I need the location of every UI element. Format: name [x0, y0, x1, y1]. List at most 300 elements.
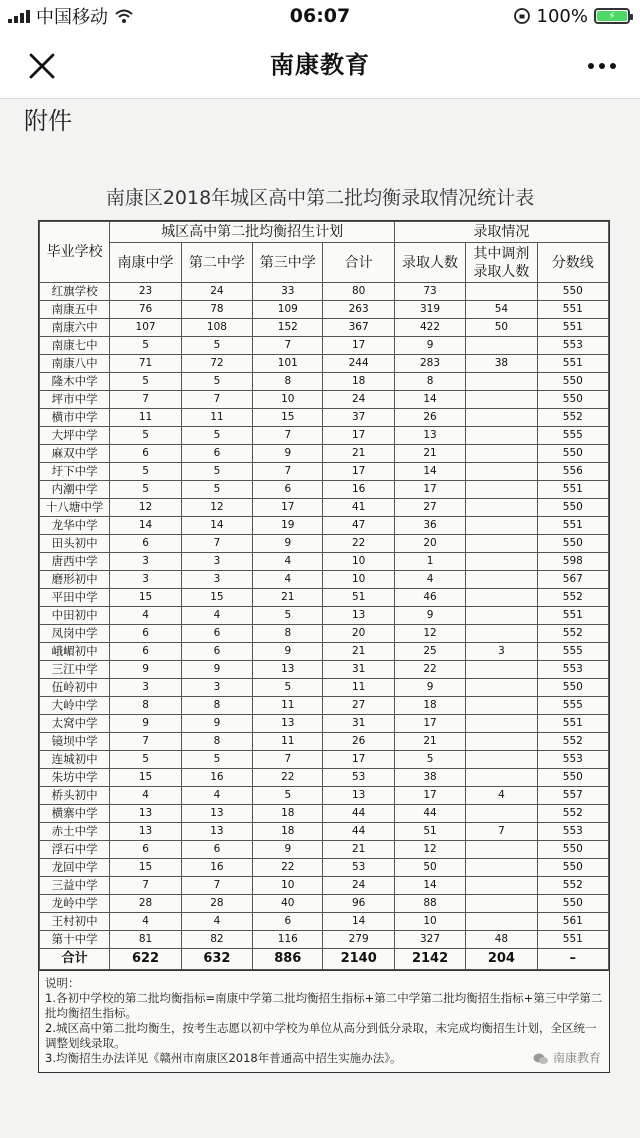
cell-score: 552 [537, 733, 608, 751]
cell-adjusted [466, 607, 537, 625]
cell-third: 101 [253, 355, 323, 373]
cell-second: 16 [181, 859, 252, 877]
header-row-1 [40, 222, 609, 243]
cell-third: 13 [253, 715, 323, 733]
cell-second: 7 [181, 535, 252, 553]
cell-total: 18 [323, 373, 394, 391]
cell-second: 24 [181, 283, 252, 301]
cell-school: 十八塘中学 [40, 499, 110, 517]
cell-admitted: 36 [394, 517, 465, 535]
cell-third: 152 [253, 319, 323, 337]
cell-total: 41 [323, 499, 394, 517]
cell-third: 13 [253, 661, 323, 679]
cell-score: 551 [537, 607, 608, 625]
cell-nankang: 6 [110, 841, 181, 859]
cell-score: 553 [537, 661, 608, 679]
col-school-header: 毕业学校 [40, 222, 110, 283]
cell-second: 5 [181, 463, 252, 481]
table-row [40, 769, 609, 787]
cell-score: 561 [537, 913, 608, 931]
cell-school: 凤岗中学 [40, 625, 110, 643]
admit-group-header: 录取情况 [394, 222, 608, 243]
cell-total: 20 [323, 625, 394, 643]
cell-score: 552 [537, 409, 608, 427]
clock: 06:07 [289, 5, 351, 27]
cell-second: 78 [181, 301, 252, 319]
cell-total: 17 [323, 337, 394, 355]
cell-admitted: 283 [394, 355, 465, 373]
cell-score: 550 [537, 373, 608, 391]
table-row [40, 373, 609, 391]
cell-admitted: 46 [394, 589, 465, 607]
cell-second: 14 [181, 517, 252, 535]
cell-nankang: 81 [110, 931, 181, 949]
cell-school: 桥头初中 [40, 787, 110, 805]
cell-nankang: 5 [110, 427, 181, 445]
battery-icon: ⚡ [594, 8, 630, 24]
cell-second: 5 [181, 481, 252, 499]
cell-adjusted [466, 895, 537, 913]
cell-total: 21 [323, 643, 394, 661]
cell-nankang: 4 [110, 607, 181, 625]
cell-adjusted [466, 535, 537, 553]
cell-score: 550 [537, 391, 608, 409]
cell-admitted: 18 [394, 697, 465, 715]
cell-admitted: 38 [394, 769, 465, 787]
cell-total: 2140 [323, 949, 394, 970]
cell-total: 263 [323, 301, 394, 319]
cell-adjusted [466, 391, 537, 409]
table-row [40, 283, 609, 301]
note-1: 1.各初中学校的第二批均衡指标=南康中学第二批均衡招生指标+第二中学第二批均衡招生指标+第三中学第二批均衡招生指标。 [45, 991, 603, 1020]
cell-nankang: 107 [110, 319, 181, 337]
statistics-table [38, 220, 610, 1073]
cell-third: 7 [253, 463, 323, 481]
cell-second: 28 [181, 895, 252, 913]
notes [39, 970, 609, 1072]
table-row [40, 715, 609, 733]
cell-third: 7 [253, 337, 323, 355]
cell-admitted: 9 [394, 607, 465, 625]
cell-third: 11 [253, 697, 323, 715]
cell-nankang: 3 [110, 679, 181, 697]
cell-total: 47 [323, 517, 394, 535]
table-row [40, 499, 609, 517]
cell-third: 7 [253, 751, 323, 769]
cell-nankang: 6 [110, 535, 181, 553]
cell-second: 6 [181, 625, 252, 643]
table-row [40, 679, 609, 697]
cell-score: 553 [537, 823, 608, 841]
cell-adjusted [466, 283, 537, 301]
status-bar [0, 0, 640, 32]
plan-group-header: 城区高中第二批均衡招生计划 [110, 222, 394, 243]
cell-nankang: 4 [110, 913, 181, 931]
cell-total: 24 [323, 391, 394, 409]
cell-third: 9 [253, 445, 323, 463]
cell-nankang: 15 [110, 769, 181, 787]
cell-total: 244 [323, 355, 394, 373]
cell-admitted: 2142 [394, 949, 465, 970]
cell-adjusted [466, 445, 537, 463]
cell-second: 5 [181, 427, 252, 445]
cell-score: 567 [537, 571, 608, 589]
cell-score: 551 [537, 517, 608, 535]
cell-score: 553 [537, 337, 608, 355]
cell-school: 南康八中 [40, 355, 110, 373]
table-row [40, 445, 609, 463]
col-adjust-line2: 录取人数 [473, 263, 530, 280]
table-row [40, 823, 609, 841]
cell-third: 109 [253, 301, 323, 319]
cell-nankang: 7 [110, 877, 181, 895]
cell-second: 4 [181, 787, 252, 805]
cell-nankang: 76 [110, 301, 181, 319]
cell-school: 横寨中学 [40, 805, 110, 823]
cell-school: 南康六中 [40, 319, 110, 337]
cell-second: 16 [181, 769, 252, 787]
cell-second: 11 [181, 409, 252, 427]
cell-second: 7 [181, 877, 252, 895]
cell-score: 551 [537, 301, 608, 319]
cell-third: 22 [253, 769, 323, 787]
table-row [40, 319, 609, 337]
cell-score: 550 [537, 859, 608, 877]
table-row [40, 553, 609, 571]
cell-adjusted: 7 [466, 823, 537, 841]
table-row [40, 337, 609, 355]
cell-third: 5 [253, 787, 323, 805]
cell-admitted: 12 [394, 625, 465, 643]
cell-adjusted: 38 [466, 355, 537, 373]
cell-school: 第十中学 [40, 931, 110, 949]
cell-total: 37 [323, 409, 394, 427]
watermark [533, 1051, 601, 1066]
col-second-header: 第二中学 [181, 243, 252, 283]
cell-admitted: 14 [394, 877, 465, 895]
cell-nankang: 14 [110, 517, 181, 535]
cell-school: 麻双中学 [40, 445, 110, 463]
cell-admitted: 9 [394, 337, 465, 355]
cell-second: 4 [181, 913, 252, 931]
cell-third: 33 [253, 283, 323, 301]
wechat-icon [533, 1052, 549, 1066]
table-row [40, 481, 609, 499]
cell-admitted: 17 [394, 787, 465, 805]
cell-adjusted [466, 715, 537, 733]
cell-school: 平田中学 [40, 589, 110, 607]
cell-admitted: 1 [394, 553, 465, 571]
cell-score: 550 [537, 535, 608, 553]
col-adjust-line1: 其中调剂 [473, 245, 530, 262]
cell-total: 44 [323, 805, 394, 823]
cell-adjusted [466, 499, 537, 517]
cell-adjusted [466, 877, 537, 895]
cell-total: 21 [323, 841, 394, 859]
cell-school: 内潮中学 [40, 481, 110, 499]
cell-score: 551 [537, 319, 608, 337]
cell-adjusted: 4 [466, 787, 537, 805]
cell-score: – [537, 949, 608, 970]
cell-adjusted [466, 733, 537, 751]
cell-adjusted [466, 679, 537, 697]
cell-admitted: 327 [394, 931, 465, 949]
cell-adjusted: 204 [466, 949, 537, 970]
cell-adjusted [466, 805, 537, 823]
table-row [40, 589, 609, 607]
cell-third: 6 [253, 481, 323, 499]
cell-third: 116 [253, 931, 323, 949]
header-row-2 [40, 243, 609, 283]
cell-admitted: 25 [394, 643, 465, 661]
total-row [40, 949, 609, 970]
cell-nankang: 6 [110, 643, 181, 661]
cell-second: 13 [181, 805, 252, 823]
cell-second: 15 [181, 589, 252, 607]
cell-nankang: 5 [110, 337, 181, 355]
battery-percent: 100% [536, 5, 588, 27]
cell-nankang: 9 [110, 661, 181, 679]
cell-admitted: 88 [394, 895, 465, 913]
cell-second: 6 [181, 445, 252, 463]
cell-score: 551 [537, 931, 608, 949]
cell-adjusted [466, 859, 537, 877]
table-row [40, 697, 609, 715]
cell-total: 27 [323, 697, 394, 715]
table-row [40, 301, 609, 319]
cell-third: 9 [253, 643, 323, 661]
cell-score: 550 [537, 283, 608, 301]
cell-school: 太窝中学 [40, 715, 110, 733]
cell-third: 6 [253, 913, 323, 931]
cell-score: 550 [537, 679, 608, 697]
cell-nankang: 23 [110, 283, 181, 301]
nav-bar [0, 32, 640, 99]
cell-third: 5 [253, 679, 323, 697]
cell-school: 龙回中学 [40, 859, 110, 877]
cell-school: 大坪中学 [40, 427, 110, 445]
table-row [40, 841, 609, 859]
cell-third: 4 [253, 571, 323, 589]
cell-third: 8 [253, 373, 323, 391]
cell-total: 10 [323, 553, 394, 571]
cell-admitted: 8 [394, 373, 465, 391]
cell-school: 镜坝中学 [40, 733, 110, 751]
cell-third: 18 [253, 805, 323, 823]
cell-total: 53 [323, 859, 394, 877]
cell-school: 峨嵋初中 [40, 643, 110, 661]
cell-second: 5 [181, 751, 252, 769]
col-score-header: 分数线 [537, 243, 608, 283]
cell-admitted: 4 [394, 571, 465, 589]
cell-admitted: 17 [394, 715, 465, 733]
cell-total: 367 [323, 319, 394, 337]
cell-score: 550 [537, 445, 608, 463]
cell-school: 红旗学校 [40, 283, 110, 301]
cell-third: 4 [253, 553, 323, 571]
cell-admitted: 73 [394, 283, 465, 301]
table-row [40, 391, 609, 409]
cell-adjusted [466, 589, 537, 607]
cell-adjusted [466, 517, 537, 535]
cell-school: 伍岭初中 [40, 679, 110, 697]
table-row [40, 535, 609, 553]
cell-score: 552 [537, 589, 608, 607]
cell-third: 10 [253, 877, 323, 895]
cell-second: 6 [181, 643, 252, 661]
cell-admitted: 422 [394, 319, 465, 337]
cell-score: 555 [537, 697, 608, 715]
cell-nankang: 11 [110, 409, 181, 427]
cell-admitted: 50 [394, 859, 465, 877]
cell-adjusted [466, 751, 537, 769]
cell-school: 唐西中学 [40, 553, 110, 571]
cell-total: 13 [323, 787, 394, 805]
cell-second: 3 [181, 553, 252, 571]
cell-total: 21 [323, 445, 394, 463]
cell-total: 51 [323, 589, 394, 607]
cell-school: 龙岭中学 [40, 895, 110, 913]
cell-adjusted [466, 463, 537, 481]
cell-school: 合计 [40, 949, 110, 970]
orientation-lock-icon [513, 7, 531, 25]
table-row [40, 787, 609, 805]
cell-score: 555 [537, 427, 608, 445]
cell-nankang: 7 [110, 391, 181, 409]
cell-nankang: 71 [110, 355, 181, 373]
more-options-icon[interactable] [582, 46, 622, 86]
cell-total: 24 [323, 877, 394, 895]
cell-school: 坪市中学 [40, 391, 110, 409]
cell-school: 南康五中 [40, 301, 110, 319]
cell-second: 9 [181, 715, 252, 733]
cell-second: 13 [181, 823, 252, 841]
watermark-text: 南康教育 [552, 1051, 601, 1065]
cell-third: 9 [253, 841, 323, 859]
table-row [40, 877, 609, 895]
cell-nankang: 6 [110, 445, 181, 463]
cell-total: 22 [323, 535, 394, 553]
cell-score: 551 [537, 715, 608, 733]
cell-adjusted [466, 769, 537, 787]
document-title: 南康区2018年城区高中第二批均衡录取情况统计表 [105, 187, 535, 209]
cell-total: 26 [323, 733, 394, 751]
cell-score: 598 [537, 553, 608, 571]
cell-adjusted: 50 [466, 319, 537, 337]
article-content[interactable] [0, 99, 640, 1138]
cell-admitted: 17 [394, 481, 465, 499]
cell-admitted: 9 [394, 679, 465, 697]
table-row [40, 751, 609, 769]
cell-total: 44 [323, 823, 394, 841]
cell-score: 553 [537, 751, 608, 769]
note-3: 3.均衡招生办法详见《赣州市南康区2018年普通高中招生实施办法》。 [45, 1051, 402, 1065]
cell-admitted: 44 [394, 805, 465, 823]
cell-school: 横市中学 [40, 409, 110, 427]
cell-adjusted [466, 337, 537, 355]
cell-second: 82 [181, 931, 252, 949]
cell-second: 8 [181, 697, 252, 715]
table-row [40, 733, 609, 751]
cell-nankang: 622 [110, 949, 181, 970]
cell-school: 浮石中学 [40, 841, 110, 859]
cell-total: 96 [323, 895, 394, 913]
cell-nankang: 28 [110, 895, 181, 913]
cell-admitted: 51 [394, 823, 465, 841]
cell-score: 555 [537, 643, 608, 661]
cell-total: 279 [323, 931, 394, 949]
cell-admitted: 13 [394, 427, 465, 445]
cell-nankang: 13 [110, 823, 181, 841]
cell-school: 圩下中学 [40, 463, 110, 481]
cell-second: 108 [181, 319, 252, 337]
cell-admitted: 14 [394, 391, 465, 409]
table-row [40, 661, 609, 679]
cell-adjusted [466, 409, 537, 427]
cell-nankang: 12 [110, 499, 181, 517]
cell-nankang: 13 [110, 805, 181, 823]
col-total-header: 合计 [323, 243, 394, 283]
cell-second: 5 [181, 337, 252, 355]
cell-total: 31 [323, 715, 394, 733]
notes-heading: 说明： [45, 976, 80, 990]
cell-admitted: 22 [394, 661, 465, 679]
cell-school: 连城初中 [40, 751, 110, 769]
cell-nankang: 8 [110, 697, 181, 715]
table-row [40, 859, 609, 877]
cell-second: 9 [181, 661, 252, 679]
cell-second: 8 [181, 733, 252, 751]
cell-third: 11 [253, 733, 323, 751]
cell-third: 21 [253, 589, 323, 607]
table-row [40, 931, 609, 949]
cell-second: 6 [181, 841, 252, 859]
note-2: 2.城区高中第二批均衡生，按考生志愿以初中学校为单位从高分到低分录取，未完成均衡招生计划，全区统一调整划线录取。 [45, 1021, 597, 1050]
cell-adjusted: 48 [466, 931, 537, 949]
cell-nankang: 9 [110, 715, 181, 733]
col-admit-header: 录取人数 [394, 243, 465, 283]
cell-third: 8 [253, 625, 323, 643]
table-row [40, 643, 609, 661]
cell-admitted: 21 [394, 445, 465, 463]
cell-adjusted [466, 481, 537, 499]
cell-score: 550 [537, 499, 608, 517]
cell-score: 550 [537, 769, 608, 787]
cell-nankang: 15 [110, 589, 181, 607]
cell-school: 磨形初中 [40, 571, 110, 589]
cell-school: 赤土中学 [40, 823, 110, 841]
cell-adjusted [466, 697, 537, 715]
cell-admitted: 319 [394, 301, 465, 319]
table-row [40, 607, 609, 625]
cell-total: 80 [323, 283, 394, 301]
table-row [40, 913, 609, 931]
cell-third: 40 [253, 895, 323, 913]
cell-total: 16 [323, 481, 394, 499]
cell-third: 9 [253, 535, 323, 553]
cell-total: 17 [323, 751, 394, 769]
cell-total: 17 [323, 427, 394, 445]
table-row [40, 571, 609, 589]
cell-score: 552 [537, 625, 608, 643]
cell-school: 中田初中 [40, 607, 110, 625]
cell-total: 17 [323, 463, 394, 481]
cell-third: 18 [253, 823, 323, 841]
cell-school: 大岭中学 [40, 697, 110, 715]
cell-third: 5 [253, 607, 323, 625]
cell-third: 10 [253, 391, 323, 409]
attachment-label: 附件 [24, 107, 72, 135]
